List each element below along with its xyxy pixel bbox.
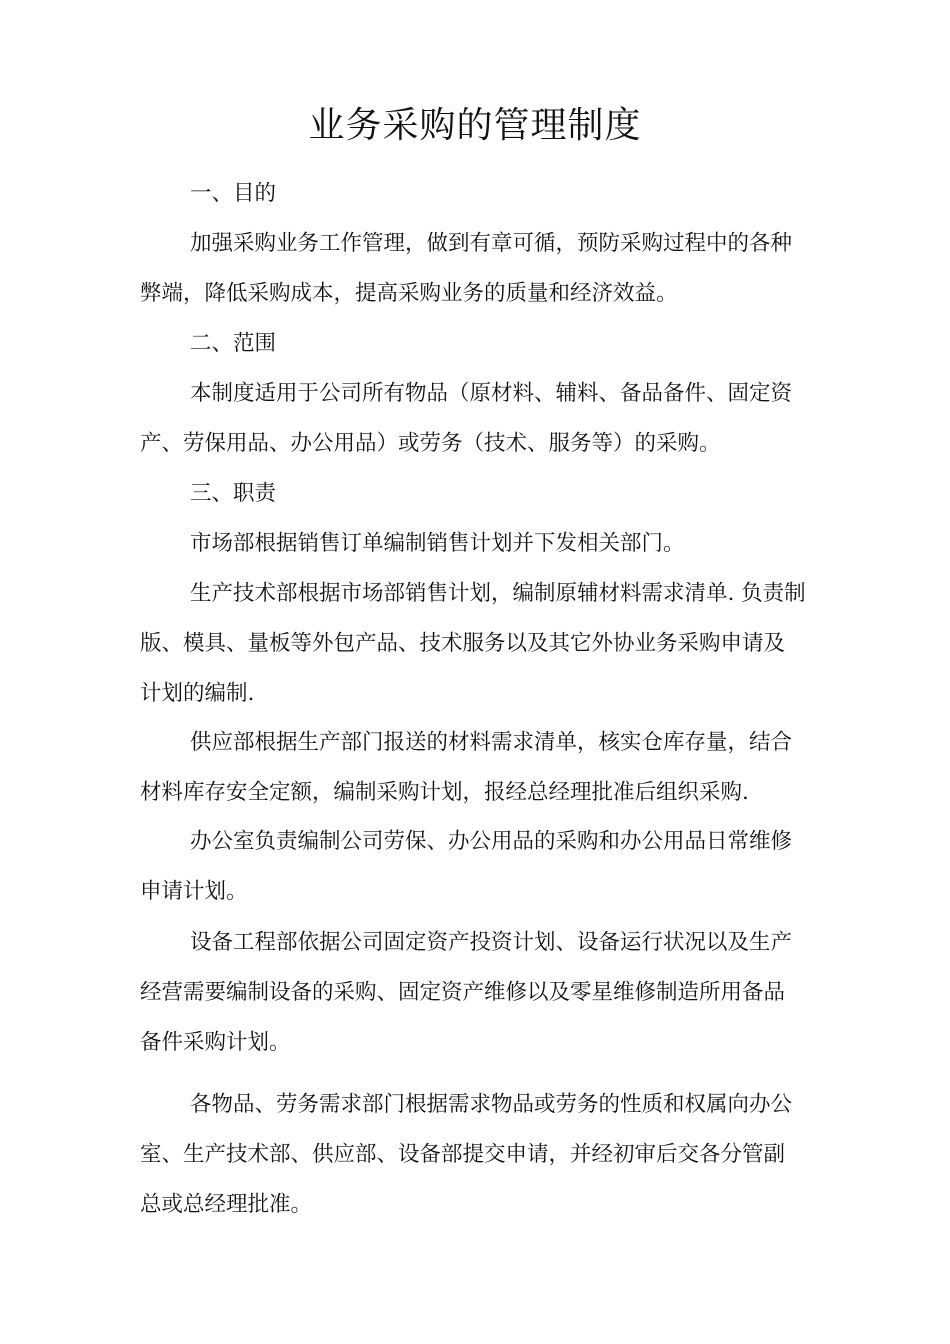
paragraph-line: 经营需要编制设备的采购、固定资产维修以及零星维修制造所用备品 <box>140 980 786 1005</box>
paragraph-scope <box>140 369 832 469</box>
paragraph-supply-dept <box>140 718 832 818</box>
heading-text: 一、目的 <box>190 181 277 206</box>
paragraph-line: 产、劳保用品、办公用品）或劳务（技术、服务等）的采购。 <box>140 431 721 456</box>
paragraph-line: 版、模具、量板等外包产品、技术服务以及其它外协业务采购申请及 <box>140 631 786 656</box>
paragraph-line: 本制度适用于公司所有物品（原材料、辅料、备品备件、固定资 <box>190 381 793 406</box>
section-heading-purpose <box>140 169 882 219</box>
paragraph-line: 申请计划。 <box>140 879 248 904</box>
section-heading-duties <box>140 469 882 519</box>
paragraph-line: 加强采购业务工作管理，做到有章可循，预防采购过程中的各种 <box>190 231 793 256</box>
paragraph-purpose <box>140 219 832 319</box>
section-heading-scope <box>140 319 882 369</box>
paragraph-office <box>140 817 832 917</box>
heading-text: 二、范围 <box>190 331 277 356</box>
paragraph-line: 室、生产技术部、供应部、设备部提交申请，并经初审后交各分管副 <box>140 1142 786 1167</box>
paragraph-line: 材料库存安全定额，编制采购计划，报经总经理批准后组织采购. <box>140 780 749 805</box>
paragraph-requesting-depts <box>140 1080 832 1230</box>
paragraph-line: 备件采购计划。 <box>140 1030 291 1055</box>
paragraph-equipment-dept <box>140 918 832 1068</box>
paragraph-line: 弊端，降低采购成本，提高采购业务的质量和经济效益。 <box>140 281 678 306</box>
paragraph-line: 设备工程部依据公司固定资产投资计划、设备运行状况以及生产 <box>190 930 793 955</box>
paragraph-production-tech-dept <box>140 569 832 719</box>
paragraph-line: 供应部根据生产部门报送的材料需求清单，核实仓库存量，结合 <box>190 730 793 755</box>
paragraph-line: 市场部根据销售订单编制销售计划并下发相关部门。 <box>190 531 685 556</box>
paragraph-line: 总或总经理批准。 <box>140 1192 313 1217</box>
paragraph-line: 各物品、劳务需求部门根据需求物品或劳务的性质和权属向办公 <box>190 1092 793 1117</box>
paragraph-line: 计划的编制. <box>140 681 255 706</box>
paragraph-marketing-dept <box>140 519 832 569</box>
paragraph-line: 生产技术部根据市场部销售计划，编制原辅材料需求清单. 负责制 <box>190 581 806 606</box>
document-title: 业务采购的管理制度 <box>308 105 642 146</box>
paragraph-line: 办公室负责编制公司劳保、办公用品的采购和办公用品日常维修 <box>190 829 793 854</box>
heading-text: 三、职责 <box>190 481 277 506</box>
